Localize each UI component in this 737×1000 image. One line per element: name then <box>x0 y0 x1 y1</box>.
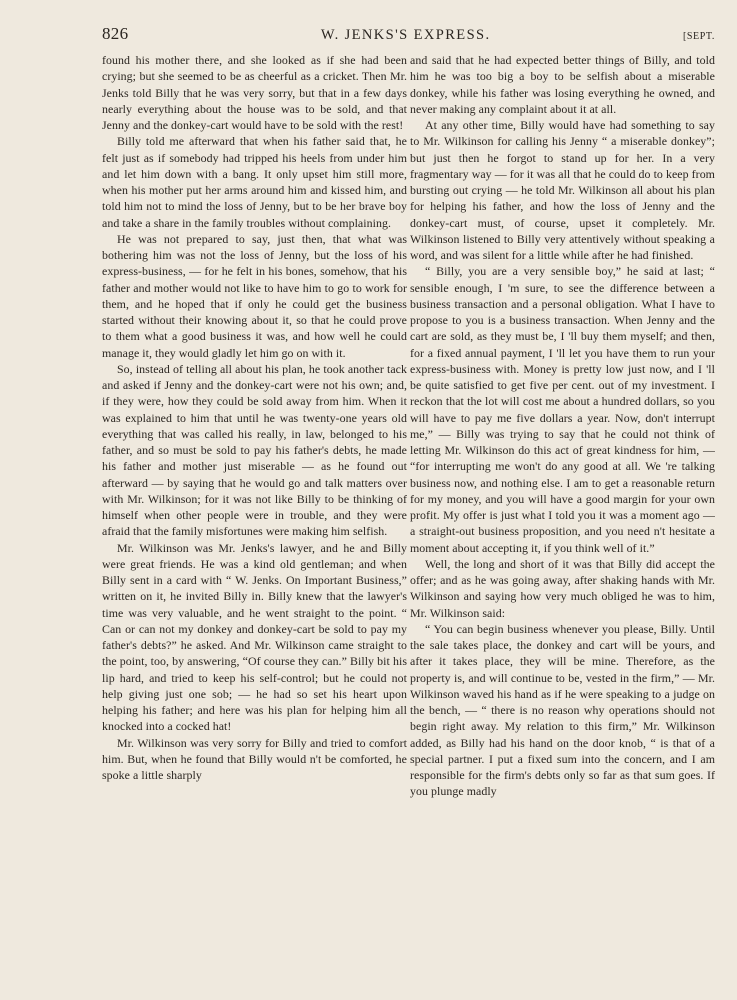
running-title: W. JENKS'S EXPRESS. <box>320 27 491 43</box>
paragraph: He was not prepared to say, just then, that what was bothering him was not the loss of Jenny, but the loss of his express-business, — for he felt in his bones, somehow, that his father and mother would not like to have him to go to work for them, and he hoped that if only he could get the business started without their knowing about it, so that he could prove to them what a good business it was, and how well he could manage it, they would gladly let him go on with it. <box>102 231 407 360</box>
paragraph: and said that he had expected better things of Billy, and told him he was too big a boy to be selfish about a miserable donkey, while his father was losing everything he owned, and never making any complaint about it at all. <box>410 53 715 116</box>
paragraph: Mr. Wilkinson was very sorry for Billy and tried to comfort him. But, when he found that Billy would n't be comforted, he spoke a little sharply <box>102 735 407 782</box>
right-column <box>410 52 715 800</box>
paragraph: At any other time, Billy would have had something to say to Mr. Wilkinson for calling his Jenny “ a miserable donkey”; but just then he forgot to stand up for her. In a very fragmentary way — for it was all that he could do to keep from bursting out crying — he told Mr. Wilkinson all about his plan for helping his father, and how the loss of Jenny and the donkey-cart must, of course, upset it completely. Mr. Wilkinson listened to Billy very attentively without speaking a word, and was silent for a little while after he had finished. <box>410 118 715 262</box>
paragraph: Mr. Wilkinson was Mr. Jenks's lawyer, and he and Billy were great friends. He was a kind old gentleman; and when Billy sent in a card with “ W. Jenks. On Important Business,” written on it, he invited Billy in. Billy knew that the lawyer's time was very valuable, and he went straight to the point. “ Can or can not my donkey and donkey-cart be sold to pay my father's debts?” he asked. And Mr. Wilkinson came straight to the point, too, by answering, “Of course they can.” Billy bit his lip hard, and tried to keep his self-control; but he could not help giving just one sob; — he had so set his heart upon helping his father; and here was his plan for helping him all knocked into a cocked hat! <box>102 540 407 734</box>
text-columns <box>102 52 715 800</box>
paragraph: Billy told me afterward that when his father said that, he felt just as if somebody had tripped his heels from under him and let him down with a bang. It only upset him still more, when his mother put her arms around him and kissed him, and told him not to mind the loss of Jenny, but to be her brave boy and take a share in the family troubles without complaining. <box>102 134 407 230</box>
paragraph: So, instead of telling all about his plan, he took another tack and asked if Jenny and the donkey-cart were not his own; and, if they were, how they could be sold away from him. When it was explained to him that until he was twenty-one years old everything that was called his really, in law, belonged to his father, and so must be sold to pay his father's debts, he made his father and mother just miserable — as he found out afterward — by saying that he would go and talk matters over with Mr. Wilkinson; for it was not like Billy to be thinking of himself when other people were in trouble, and they were afraid that the family misfortunes were making him selfish. <box>102 361 407 539</box>
page-number: 826 <box>102 24 129 43</box>
paragraph: “ You can begin business whenever you please, Billy. Until the sale takes place, the donkey and cart will be yours, and after it takes place, they will be mine. Therefore, as the property is, and will continue to be, vested in the firm,” — Mr. Wilkinson waved his hand as if he were speaking to a judge on the bench, — “ there is no reason why operations should not begin right away. My relation to this firm,” Mr. Wilkinson added, as Billy had his hand on the door knob, “ is that of a special partner. I put a fixed sum into the concern, and I am responsible for the firm's debts only so far as that sum goes. If you plunge madly <box>410 621 715 799</box>
page-header <box>102 24 715 50</box>
paragraph: found his mother there, and she looked as if she had been crying; but she seemed to be as cheerful as a cricket. Then Mr. Jenks told Billy that he was very sorry, but that in a few days nearly everything about the house was to be sold, and that Jenny and the donkey-cart would have to be sold with the rest! <box>102 53 407 132</box>
paragraph: Well, the long and short of it was that Billy did accept the offer; and as he was going away, after shaking hands with Mr. Wilkinson and saying how very much obliged he was to him, Mr. Wilkinson said: <box>410 556 715 620</box>
paragraph: “ Billy, you are a very sensible boy,” he said at last; “ sensible enough, I 'm sure, to see the difference between a business transaction and a personal obligation. What I have to propose to you is a business transaction. When Jenny and the cart are sold, as they must be, I 'll buy them myself; and then, for a fixed annual payment, I 'll let you have them to run your express-business with. Money is pretty low just now, and I 'll be quite satisfied to get five per cent. out of my investment. I reckon that the lot will cost me about a hundred dollars, so you will have to pay me five dollars a year. Now, don't interrupt me,” — Billy was trying to say that he could not think of letting Mr. Wilkinson do this act of great kindness for him, — “for interrupting me won't do any good at all. We 're talking business now, and nothing else. I am to get a reasonable return for my money, and you will have a good margin for your own profit. My offer is just what I told you it was a moment ago — a straight-out business proposition, and you need n't hesitate a moment about accepting it, if you think well of it.” <box>410 264 715 555</box>
issue-month: [SEPT. <box>682 31 715 42</box>
left-column <box>102 52 407 800</box>
